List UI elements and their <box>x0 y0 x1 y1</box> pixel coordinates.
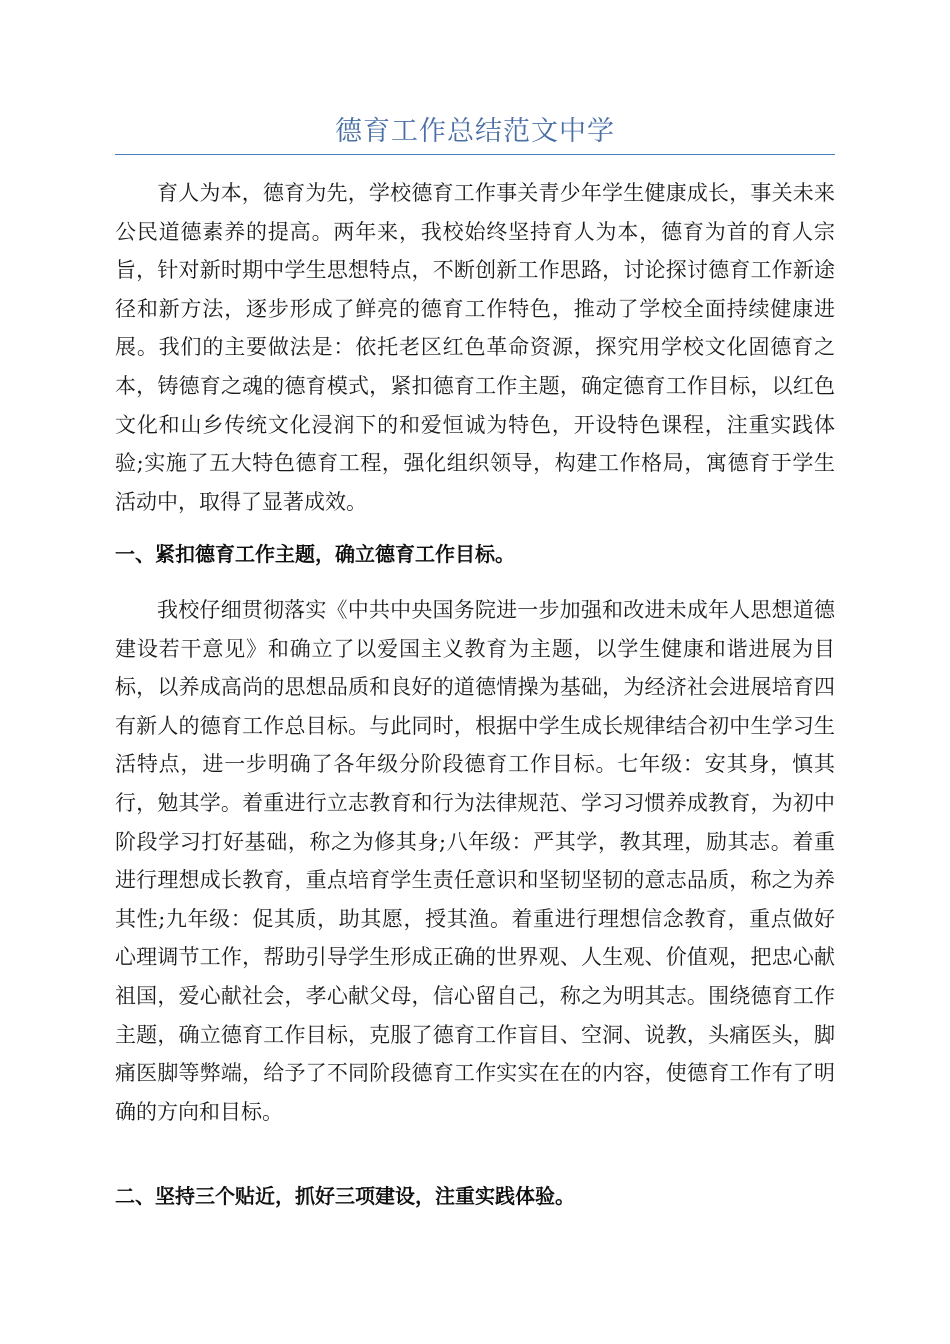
section-1-heading: 一、紧扣德育工作主题，确立德育工作目标。 <box>115 542 515 566</box>
title-underline <box>115 154 835 155</box>
intro-paragraph: 育人为本，德育为先，学校德育工作事关青少年学生健康成长，事关未来公民道德素养的提高。两年来，我校始终坚持育人为本，德育为首的育人宗旨，针对新时期中学生思想特点，不断创新工作思路，讨论探讨德育工作新途径和新方法，逐步形成了鲜亮的德育工作特色，推动了学校全面持续健康进展。我们的主要做法是：依托老区红色革命资源，探究用学校文化固德育之本，铸德育之魂的德育模式，紧扣德育工作主题，确定德育工作目标，以红色文化和山乡传统文化浸润下的和爱恒诚为特色，开设特色课程，注重实践体验;实施了五大特色德育工程，强化组织领导，构建工作格局，寓德育于学生活动中，取得了显著成效。 <box>115 181 835 514</box>
section-2-heading: 二、坚持三个贴近，抓好三项建设，注重实践体验。 <box>115 1184 575 1208</box>
document-page <box>115 0 835 1344</box>
document-title: 德育工作总结范文中学 <box>335 116 615 147</box>
section-1-paragraph: 我校仔细贯彻落实《中共中央国务院进一步加强和改进未成年人思想道德建设若干意见》和确立了以爱国主义教育为主题，以学生健康和谐进展为目标，以养成高尚的思想品质和良好的道德情操为基础，为经济社会进展培育四有新人的德育工作总目标。与此同时，根据中学生成长规律结合初中生学习生活特点，进一步明确了各年级分阶段德育工作目标。七年级：安其身，慎其行，勉其学。着重进行立志教育和行为法律规范、学习习惯养成教育，为初中阶段学习打好基础，称之为修其身;八年级：严其学，教其理，励其志。着重进行理想成长教育，重点培育学生责任意识和坚韧坚韧的意志品质，称之为养其性;九年级：促其质，助其愿，授其渔。着重进行理想信念教育，重点做好心理调节工作，帮助引导学生形成正确的世界观、人生观、价值观，把忠心献祖国，爱心献社会，孝心献父母，信心留自己，称之为明其志。围绕德育工作主题，确立德育工作目标，克服了德育工作盲目、空洞、说教，头痛医头，脚痛医脚等弊端，给予了不同阶段德育工作实实在在的内容，使德育工作有了明确的方向和目标。 <box>115 598 835 1124</box>
